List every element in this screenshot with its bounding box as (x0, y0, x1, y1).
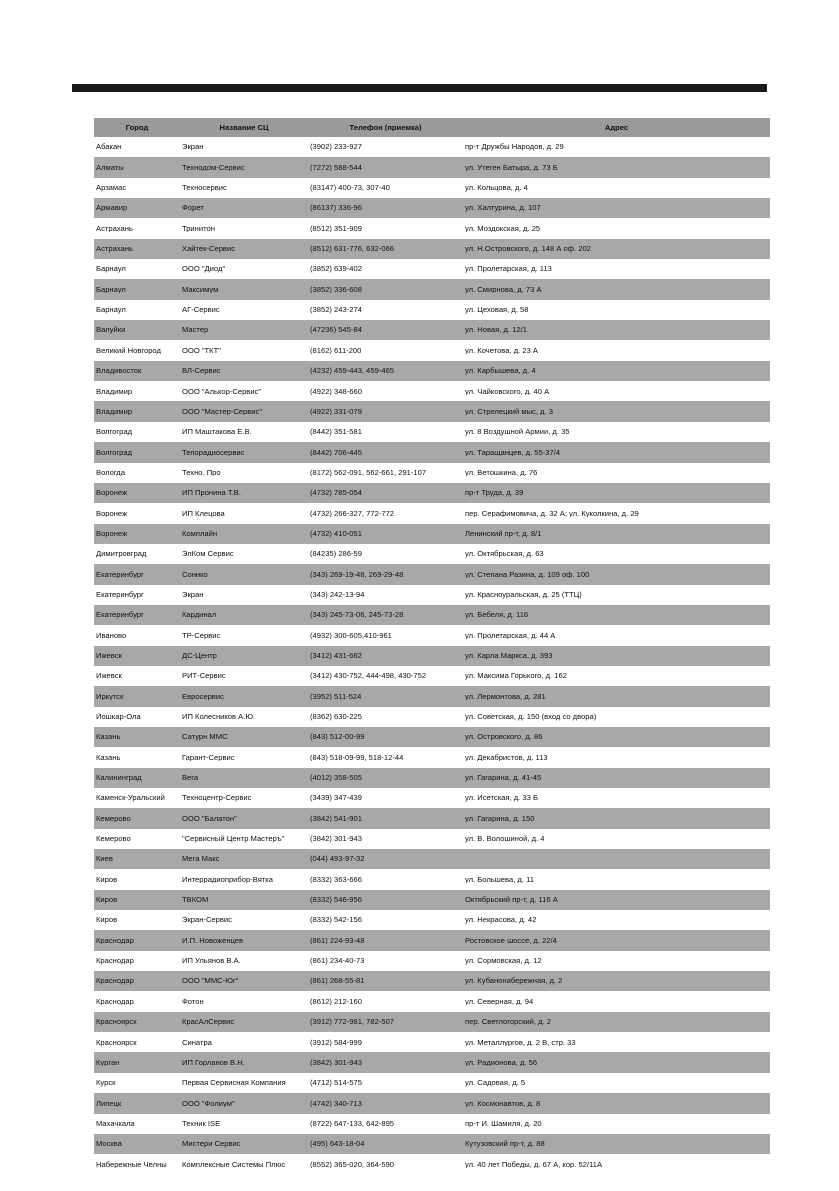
service-centers-table (94, 118, 770, 1175)
cell-address: ул. Степана Разина, д. 109 оф. 100 (465, 570, 590, 579)
cell-city: Краснодар (96, 957, 134, 965)
cell-service-center: ИП Клецова (182, 509, 225, 518)
cell-city: Астрахань (96, 224, 133, 233)
cell-phone: (044) 493-97-32 (310, 855, 365, 863)
cell-service-center: Тринитон (182, 224, 215, 233)
table-row (94, 747, 770, 767)
table-row (94, 361, 770, 381)
cell-address: ул. Большева, д. 11 (465, 875, 534, 884)
cell-service-center: Сонико (182, 570, 208, 579)
cell-city: Липецк (96, 1099, 122, 1108)
table-row (94, 178, 770, 198)
cell-phone: (8332) 546-956 (310, 896, 362, 904)
cell-city: Волгоград (96, 448, 133, 457)
cell-address: ул. Лермонтова, д. 281 (465, 692, 546, 701)
cell-service-center: Хайтек-Сервис (182, 245, 236, 253)
cell-service-center: Первая Сервисная Компания (182, 1079, 286, 1087)
cell-service-center: Экран-Сервис (182, 916, 232, 925)
cell-city: Иркутск (96, 692, 124, 701)
cell-phone: (84235) 286-59 (310, 550, 362, 558)
cell-city: Набережные Челны (96, 1160, 167, 1169)
cell-address: ул. Островского, д. 86 (465, 733, 543, 741)
table-row (94, 991, 770, 1011)
table-row (94, 198, 770, 218)
cell-phone: (4232) 459-443, 459-465 (310, 367, 395, 375)
table-row (94, 483, 770, 503)
top-rule (72, 84, 767, 92)
cell-city: Абакан (96, 143, 122, 151)
cell-city: Арзамас (96, 184, 127, 192)
table-row (94, 442, 770, 462)
cell-service-center: ВЛ-Сервис (182, 367, 221, 375)
cell-service-center: Максимум (182, 285, 219, 294)
cell-phone: (3852) 243-274 (310, 306, 362, 314)
cell-address: пр-т И. Шамиля, д. 20 (465, 1119, 542, 1128)
cell-service-center: Мистери Сервис (182, 1140, 241, 1148)
cell-address: ул. 8 Воздушной Армии, д. 35 (465, 428, 570, 436)
cell-city: Кемерово (96, 835, 131, 843)
cell-address: ул. Н.Островского, д. 148 А оф. 202 (465, 245, 591, 253)
header-address: Адрес (604, 123, 629, 132)
cell-service-center: КрасАлСервис (182, 1018, 235, 1026)
cell-city: Волгоград (96, 428, 133, 436)
cell-service-center: ИП Колесников А.Ю. (182, 713, 256, 721)
cell-service-center: ИП Маштакова Е.В. (182, 428, 252, 436)
table-row (94, 869, 770, 889)
cell-phone: (861) 234-40-73 (310, 957, 365, 965)
cell-city: Владимир (96, 387, 133, 396)
header-service-center: Название СЦ (219, 123, 269, 132)
cell-service-center: ТР-Сервис (182, 631, 221, 640)
cell-city: Екатеринбург (96, 570, 144, 579)
cell-phone: (7272) 588-544 (310, 163, 362, 172)
cell-service-center: Экран (182, 143, 204, 151)
cell-phone: (8722) 647-133, 642-895 (310, 1119, 395, 1128)
cell-phone: (861) 268-55-81 (310, 977, 365, 986)
table-row (94, 808, 770, 828)
table-row (94, 239, 770, 259)
table-row (94, 320, 770, 340)
cell-address: ул. Декабристов, д. 113 (465, 753, 548, 762)
cell-phone: (4742) 340-713 (310, 1099, 362, 1108)
cell-phone: (4922) 331-079 (310, 407, 362, 416)
table-row (94, 788, 770, 808)
cell-address: ул. Садовая, д. 5 (465, 1079, 526, 1087)
cell-city: Владимир (96, 407, 133, 416)
cell-address: ул. Халтурина, д. 107 (465, 204, 541, 212)
cell-service-center: "Сервисный Центр Мастеръ" (182, 835, 285, 843)
cell-address: ул. Карла Маркса, д. 393 (465, 651, 553, 660)
cell-address: ул. Новая, д. 12/1 (465, 326, 527, 335)
cell-phone: (3912) 772-981, 782-507 (310, 1018, 395, 1026)
cell-service-center: Технодом-Сервис (182, 163, 245, 172)
cell-city: Воронеж (96, 529, 128, 538)
cell-city: Йошкар-Ола (96, 713, 141, 721)
cell-phone: (8362) 630-225 (310, 713, 362, 721)
cell-address: ул. Исетская, д. 33 Б (465, 794, 538, 802)
cell-service-center: ООО "Диод" (182, 265, 226, 274)
table-row (94, 503, 770, 523)
table-row (94, 686, 770, 706)
cell-phone: (3439) 347-439 (310, 794, 362, 802)
table-row (94, 890, 770, 910)
cell-city: Кемерово (96, 814, 131, 823)
cell-service-center: Евросервис (182, 692, 224, 701)
cell-city: Воронеж (96, 489, 128, 497)
cell-city: Димитровград (96, 550, 147, 558)
table-row (94, 585, 770, 605)
cell-address: ул. Чайковского, д. 40 А (465, 387, 550, 396)
cell-address: ул. Цеховая, д. 58 (465, 306, 529, 314)
cell-service-center: ООО "Мастер-Сервис" (182, 407, 263, 416)
cell-city: Курск (96, 1079, 116, 1087)
cell-city: Красноярск (96, 1018, 137, 1026)
cell-address: ул. Некрасова, д. 42 (465, 916, 537, 925)
table-row (94, 951, 770, 971)
cell-phone: (3852) 639-402 (310, 265, 362, 274)
cell-phone: (4732) 410-051 (310, 529, 362, 538)
cell-service-center: Фотон (182, 997, 204, 1006)
cell-service-center: И.П. Новоженцев (182, 936, 244, 945)
cell-city: Вологда (96, 468, 125, 477)
cell-city: Красноярск (96, 1038, 137, 1047)
cell-service-center: Комплайн (182, 529, 218, 538)
cell-city: Владивосток (96, 367, 142, 375)
table-row (94, 1134, 770, 1154)
cell-phone: (861) 224-93-48 (310, 936, 365, 945)
cell-service-center: ТВКОМ (182, 896, 209, 904)
cell-phone: (8332) 542-156 (310, 916, 362, 925)
cell-phone: (3912) 584-999 (310, 1038, 362, 1047)
cell-city: Краснодар (96, 977, 134, 986)
table-row (94, 564, 770, 584)
cell-city: Казань (96, 753, 121, 762)
cell-phone: (4932) 300-605,410-961 (310, 631, 392, 640)
cell-service-center: ООО "Алькор-Сервис" (182, 387, 262, 396)
cell-service-center: ООО "ТКТ" (182, 346, 221, 355)
table-row (94, 300, 770, 320)
table-row (94, 727, 770, 747)
cell-address: пер. Светлогорский, д. 2 (465, 1018, 551, 1026)
cell-city: Киев (96, 855, 113, 863)
cell-service-center: Экран (182, 590, 204, 599)
cell-service-center: Техноцентр-Сервис (182, 794, 252, 802)
cell-address: ул. Красноуральская, д. 25 (ТТЦ) (465, 590, 582, 599)
cell-phone: (8512) 631-776, 632-066 (310, 245, 395, 253)
cell-address: ул. Космонавтов, д. 8 (465, 1099, 541, 1108)
cell-phone: (8172) 562-091, 562-661, 291-107 (310, 468, 427, 477)
cell-service-center: ООО "Фолиум" (182, 1099, 235, 1108)
cell-phone: (47236) 545-84 (310, 326, 362, 335)
cell-service-center: РИТ-Сервис (182, 672, 226, 680)
cell-address: Октябрьский пр-т, д. 116 А (465, 896, 558, 904)
table-row (94, 1032, 770, 1052)
table-row (94, 666, 770, 686)
cell-phone: (8442) 706-445 (310, 448, 362, 457)
cell-phone: (8332) 363-666 (310, 875, 362, 884)
cell-address: ул. Пролетарская, д. 44 А (465, 631, 556, 640)
table-row (94, 157, 770, 177)
cell-phone: (8612) 212-160 (310, 997, 362, 1006)
cell-address: пр-т Дружбы Народов, д. 29 (465, 143, 564, 151)
table-row (94, 259, 770, 279)
cell-city: Барнаул (96, 306, 126, 314)
cell-city: Краснодар (96, 936, 134, 945)
cell-address: ул. Карбышева, д. 4 (465, 367, 536, 375)
table-row (94, 849, 770, 869)
cell-service-center: Техносервис (182, 184, 227, 192)
cell-city: Казань (96, 733, 121, 741)
cell-service-center: Интеррадиоприбор-Вятка (182, 875, 274, 884)
cell-phone: (4712) 514-575 (310, 1079, 362, 1087)
cell-phone: (86137) 336-96 (310, 204, 362, 212)
cell-address: ул. Таращанцев, д. 55-37/4 (465, 448, 561, 457)
cell-address: ул. Бебеля, д. 116 (465, 611, 529, 619)
table-row (94, 218, 770, 238)
cell-city: Барнаул (96, 285, 126, 294)
table-row (94, 768, 770, 788)
cell-phone: (4732) 785-054 (310, 489, 362, 497)
cell-city: Алматы (96, 163, 124, 172)
cell-service-center: ООО "ММС-Юг" (182, 977, 239, 986)
cell-city: Киров (96, 875, 118, 884)
cell-phone: (343) 245-73-06, 245-73-28 (310, 611, 404, 619)
table-row (94, 1012, 770, 1032)
cell-city: Каменск-Уральский (96, 794, 165, 802)
cell-phone: (343) 269-19-48, 269-29-48 (310, 570, 404, 579)
cell-address: ул. 40 лет Победы, д. 67 А, кор. 52/11А (465, 1160, 603, 1169)
cell-city: Киров (96, 896, 118, 904)
table-row (94, 646, 770, 666)
cell-address: ул. Советская, д. 150 (вход со двора) (465, 713, 597, 721)
table-row (94, 1052, 770, 1072)
table-row (94, 1114, 770, 1134)
cell-phone: (843) 512-00-99 (310, 733, 365, 741)
cell-phone: (4012) 358-505 (310, 774, 362, 782)
header-city: Город (125, 123, 149, 132)
cell-city: Екатеринбург (96, 590, 144, 599)
cell-service-center: Техник ISE (182, 1119, 221, 1128)
cell-service-center: Кардинал (182, 611, 217, 619)
cell-address: ул. Пролетарская, д. 113 (465, 265, 552, 274)
cell-service-center: ЭлКом Сервис (182, 550, 234, 558)
cell-phone: (3842) 541-901 (310, 814, 362, 823)
cell-address: ул. Северная, д. 94 (465, 997, 534, 1006)
cell-service-center: Мастер (182, 326, 209, 335)
cell-phone: (8162) 611-200 (310, 346, 362, 355)
cell-service-center: ИП Пронина Т.В. (182, 489, 241, 497)
cell-phone: (3842) 301-943 (310, 835, 362, 843)
cell-service-center: Вега (182, 774, 199, 782)
cell-phone: (8442) 351-581 (310, 428, 362, 436)
cell-phone: (3952) 511-524 (310, 692, 362, 701)
cell-phone: (8552) 365-020, 364-590 (310, 1160, 395, 1169)
cell-city: Курган (96, 1058, 120, 1067)
header-phone: Телефон (приемка) (349, 123, 422, 132)
table-row (94, 930, 770, 950)
cell-phone: (843) 518-09-99, 518-12-44 (310, 753, 404, 762)
cell-service-center: Сатурн ММС (182, 733, 228, 741)
cell-address: ул. Октябрьская, д. 63 (465, 550, 544, 558)
cell-city: Краснодар (96, 997, 134, 1006)
cell-phone: (3412) 430-752, 444-498, 430-752 (310, 672, 427, 680)
cell-address: ул. Утеген Батыра, д. 73 Б (465, 163, 558, 172)
table-row (94, 279, 770, 299)
table-row (94, 829, 770, 849)
cell-service-center: Комплексные Системы Плюс (182, 1160, 286, 1169)
cell-phone: (3852) 336-608 (310, 285, 362, 294)
cell-service-center: ДС-Центр (182, 651, 217, 660)
cell-city: Екатеринбург (96, 611, 144, 619)
table-body (94, 137, 770, 1175)
cell-address: ул. Ветошкина, д. 76 (465, 468, 538, 477)
cell-phone: (4922) 348-660 (310, 387, 362, 396)
cell-address: Кутузовский пр-т, д. 88 (465, 1140, 545, 1148)
cell-phone: (3412) 431-662 (310, 651, 362, 660)
table-row (94, 524, 770, 544)
table-row (94, 971, 770, 991)
cell-address: Ростовское шоссе, д. 22/4 (465, 936, 557, 945)
cell-city: Махачкала (96, 1119, 135, 1128)
cell-address: ул. Моздокская, д. 25 (465, 224, 541, 233)
cell-city: Барнаул (96, 265, 126, 274)
cell-address: пер. Серафимовича, д. 32 А; ул. Куколкина, д. 29 (465, 509, 639, 518)
cell-address: ул. Гагарина, д. 41-45 (465, 774, 542, 782)
cell-service-center: АГ-Сервис (182, 306, 220, 314)
cell-service-center: ИП Горланов В.Н. (182, 1058, 245, 1067)
table-header (94, 118, 770, 137)
table-row (94, 544, 770, 564)
cell-city: Ижевск (96, 651, 122, 660)
table-row (94, 1154, 770, 1174)
table-row (94, 340, 770, 360)
table-row (94, 401, 770, 421)
cell-service-center: Техно. Про (182, 468, 221, 477)
cell-city: Киров (96, 916, 118, 925)
table-row (94, 605, 770, 625)
cell-address: пр-т Труда, д. 39 (465, 489, 524, 497)
cell-city: Москва (96, 1140, 122, 1148)
table-row (94, 1093, 770, 1113)
cell-city: Воронеж (96, 509, 128, 518)
cell-city: Валуйки (96, 326, 126, 335)
cell-phone: (495) 643-18-04 (310, 1140, 365, 1148)
cell-address: ул. Стрелецкий мыс, д. 3 (465, 407, 553, 416)
cell-phone: (83147) 400-73, 307-40 (310, 184, 390, 192)
cell-city: Армавир (96, 204, 128, 212)
cell-service-center: Гарант-Сервис (182, 753, 235, 762)
cell-address: ул. Металлургов, д. 2 В, стр. 33 (465, 1038, 576, 1047)
cell-address: ул. Кочетова, д. 23 А (465, 346, 538, 355)
cell-address: ул. Максима Горького, д. 162 (465, 672, 567, 680)
table-row (94, 137, 770, 157)
cell-address: ул. Смирнова, д. 73 А (465, 285, 542, 294)
cell-city: Ижевск (96, 672, 122, 680)
cell-city: Калининград (96, 774, 142, 782)
cell-service-center: ИП Ульянов В.А. (182, 957, 241, 965)
cell-address: ул. Радионова, д. 56 (465, 1058, 538, 1067)
cell-service-center: Форет (182, 204, 204, 212)
table-row (94, 625, 770, 645)
table-row (94, 1073, 770, 1093)
cell-phone: (3842) 301-943 (310, 1058, 362, 1067)
table-row (94, 463, 770, 483)
cell-service-center: Синатра (182, 1038, 212, 1047)
cell-phone: (343) 242-13-94 (310, 590, 365, 599)
cell-service-center: Мега Макс (182, 855, 220, 863)
table-row (94, 910, 770, 930)
cell-phone: (3902) 233-927 (310, 143, 362, 151)
cell-city: Иваново (96, 631, 127, 640)
cell-phone: (8512) 351-909 (310, 224, 362, 233)
cell-service-center: Тепорадиосервис (182, 448, 245, 457)
cell-city: Великий Новгород (96, 346, 161, 355)
cell-address: ул. Сормовская, д. 12 (465, 957, 542, 965)
table-row (94, 707, 770, 727)
cell-service-center: ООО "Балатон" (182, 814, 237, 823)
cell-phone: (4732) 266-327, 772-772 (310, 509, 395, 518)
cell-address: ул. Кольцова, д. 4 (465, 184, 528, 192)
table-row (94, 422, 770, 442)
cell-city: Астрахань (96, 245, 133, 253)
table-row (94, 381, 770, 401)
cell-address: ул. Кубанонабережная, д. 2 (465, 977, 563, 986)
cell-address: ул. В. Волошиной, д. 4 (465, 835, 545, 843)
cell-address: ул. Гагарина, д. 150 (465, 814, 535, 823)
cell-address: Ленинский пр-т, д. 8/1 (465, 529, 542, 538)
